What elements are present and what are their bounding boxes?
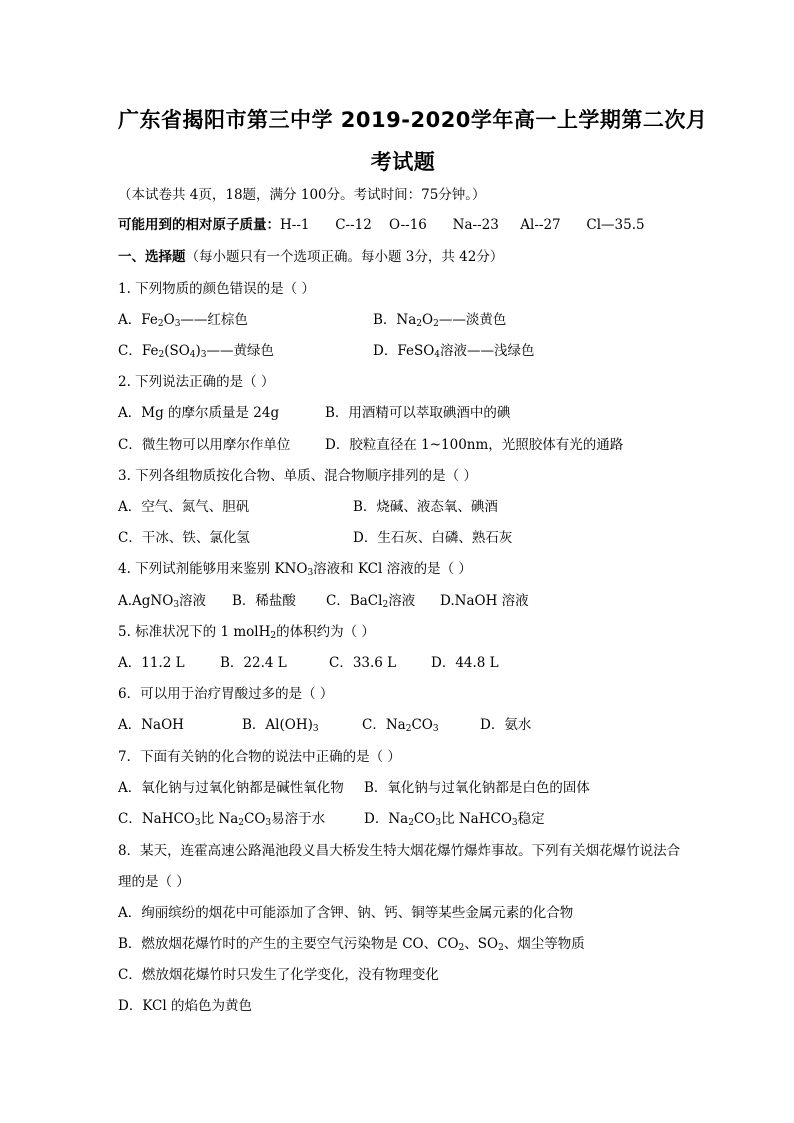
section-description: （每小题只有一个选项正确。每小题 3分，共 42分） — [185, 249, 504, 265]
question-6-option-b: B．$Al(OH)_3$ — [242, 717, 319, 734]
question-4-option-d: D.NaOH 溶液 — [440, 593, 529, 609]
section-label: 一、选择题 — [118, 249, 186, 265]
question-6-option-d: D．氨水 — [480, 717, 532, 733]
question-1-option-b: B．$Na_2O_2——$淡黄色 — [373, 312, 507, 329]
question-4-option-c: C．BaCl$_2$溶液 — [326, 593, 416, 610]
question-1-option-c: C．$Fe_2(SO_4)_3——$黄绿色 — [118, 343, 275, 360]
question-7-option-c: C．NaHCO$_3$比 $Na_2CO_3$易溶于水 — [118, 811, 326, 828]
question-2-option-a: A．Mg 的摩尔质量是 24g — [118, 405, 280, 421]
question-1-stem: 1. 下列物质的颜色错误的是（ ） — [118, 281, 315, 297]
atomic-mass-line — [118, 216, 645, 234]
question-2-stem: 2. 下列说法正确的是（ ） — [118, 374, 275, 390]
section-heading — [118, 248, 503, 266]
question-3-option-d: D．生石灰、白磷、熟石灰 — [353, 530, 513, 546]
question-5-option-a: A．11.2 L — [118, 655, 185, 671]
question-2-option-b: B．用酒精可以萃取碘酒中的碘 — [325, 405, 511, 421]
question-6-stem: 6．可以用于治疗胃酸过多的是（ ） — [118, 686, 334, 702]
question-8-option-c: C．燃放烟花爆竹时只发生了化学变化，没有物理变化 — [118, 967, 439, 983]
question-7-stem: 7．下面有关钠的化合物的说法中正确的是（ ） — [118, 749, 401, 765]
question-1-option-d: D．FeSO$_4$溶液——浅绿色 — [373, 343, 535, 360]
question-8-option-d: D．KCl 的焰色为黄色 — [118, 998, 252, 1014]
question-8-stem: 8．某天，连霍高速公路渑池段义昌大桥发生特大烟花爆竹爆炸事故。下列有关烟花爆竹说法合理的是（ ） — [118, 843, 681, 890]
exam-title-line-1: 广东省揭阳市第三中学 2019-2020学年高一上学期第二次月 — [118, 108, 708, 132]
question-7-option-d: D．$Na_2CO_3$比 NaHCO$_3$稳定 — [364, 811, 545, 828]
question-5-option-c: C．33.6 L — [329, 655, 397, 671]
question-4-option-a: A.AgNO$_3$溶液 — [118, 593, 207, 610]
question-1-option-a: A．$Fe_2O_3——$红棕色 — [118, 312, 248, 329]
question-8-option-b: B．燃放烟花爆竹时的产生的主要空气污染物是 CO、$CO_2$、$SO_2$、烟尘等物质 — [118, 936, 585, 953]
question-6-option-c: C．$Na_2CO_3$ — [362, 717, 439, 734]
question-4-stem: 4. 下列试剂能够用来鉴别 $KNO_3$溶液和 KCl 溶液的是（ ） — [118, 561, 472, 578]
question-3-option-a: A．空气、氮气、胆矾 — [118, 499, 250, 515]
question-2-option-d: D．胶粒直径在 1~100nm，光照胶体有光的通路 — [325, 437, 624, 453]
question-7-option-a: A．氧化钠与过氧化钠都是碱性氧化物 — [118, 780, 344, 796]
question-7-option-b: B．氧化钠与过氧化钠都是白色的固体 — [364, 780, 590, 796]
question-5-stem: 5. 标准状况下的 1 molH$_2$的体积约为（ ） — [118, 624, 375, 641]
question-3-option-b: B．烧碱、液态氧、碘酒 — [353, 499, 498, 515]
question-3-option-c: C．干冰、铁、氯化氢 — [118, 530, 250, 546]
atomic-mass-label: 可能用到的相对原子质量： — [118, 217, 280, 233]
question-4-option-b: B．稀盐酸 — [232, 593, 296, 609]
question-5-option-b: B．22.4 L — [220, 655, 287, 671]
question-3-stem: 3. 下列各组物质按化合物、单质、混合物顺序排列的是（ ） — [118, 468, 477, 484]
exam-title-line-2: 考试题 — [370, 150, 436, 174]
question-2-option-c: C．微生物可以用摩尔作单位 — [118, 437, 291, 453]
question-8-option-a: A．绚丽缤纷的烟花中可能添加了含钾、钠、钙、铜等某些金属元素的化合物 — [118, 905, 574, 921]
question-5-option-d: D．44.8 L — [431, 655, 499, 671]
atomic-mass-values: H--1 C--12 O--16 Na--23 Al--27 Cl—35.5 — [280, 217, 645, 233]
exam-note: （本试卷共 4页，18题，满分 100分。考试时间：75分钟。） — [118, 187, 486, 203]
question-6-option-a: A．NaOH — [118, 717, 184, 733]
